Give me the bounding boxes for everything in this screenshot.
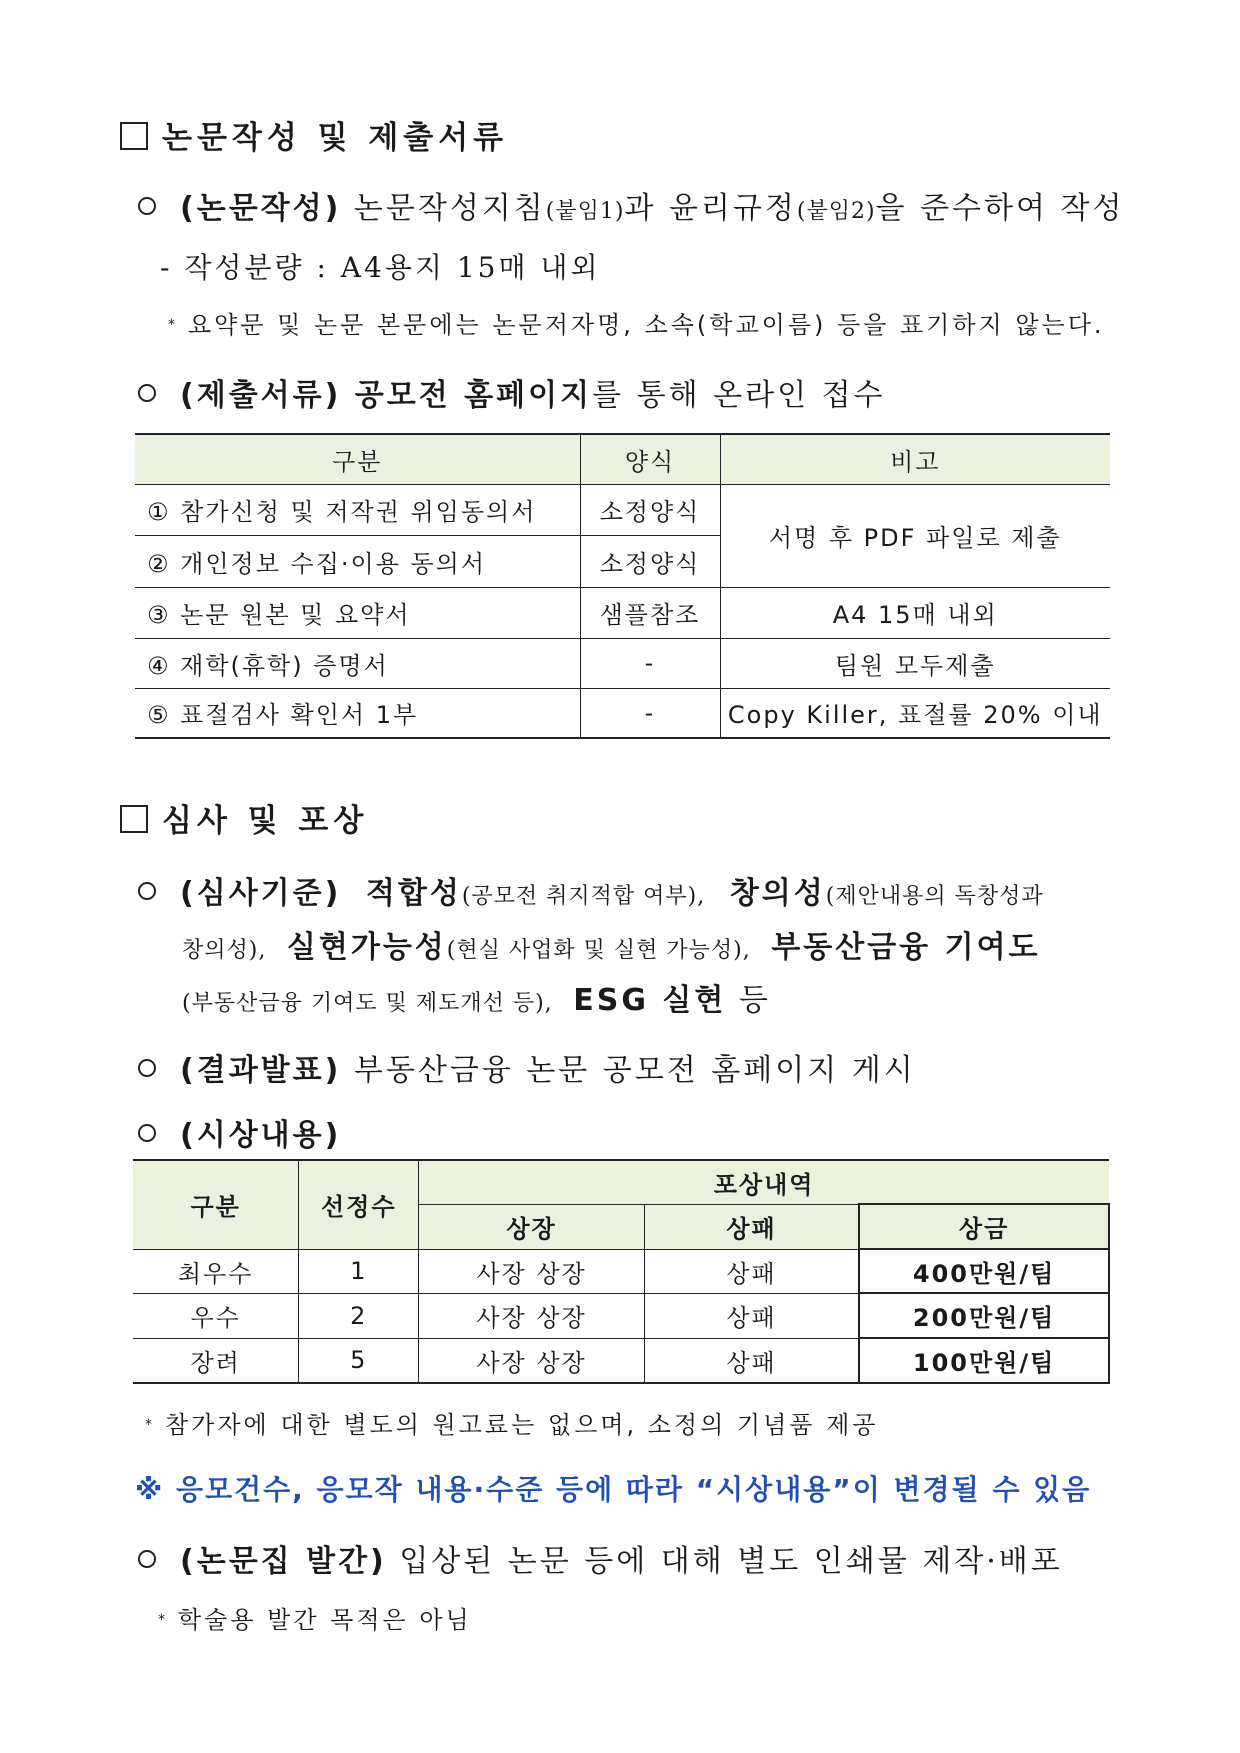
section-title: 논문작성 및 제출서류: [162, 120, 509, 156]
table-row: ② 개인정보 수집·이용 동의서 소정양식: [135, 535, 1110, 587]
fee-note: * 참가자에 대한 별도의 원고료는 없으며, 소정의 기념품 제공: [145, 1411, 879, 1439]
merged-note-cell: 서명 후 PDF 파일로 제출: [720, 484, 1110, 587]
table-header: 양식: [580, 434, 720, 484]
checkbox-square-icon: [120, 122, 148, 150]
section-heading-review: [120, 795, 368, 840]
checkbox-square-icon: [120, 805, 148, 833]
table-header: 상금: [859, 1204, 1109, 1249]
bullet-label: (시상내용): [180, 1118, 342, 1153]
bullet-awards: [138, 1110, 341, 1154]
table-header: 구분: [133, 1160, 299, 1249]
table-row: ④ 재학(휴학) 증명서 - 팀원 모두제출: [135, 638, 1110, 688]
bullet-label: (논문작성): [180, 191, 342, 226]
table-row: 장려 5 사장 상장 상패 100만원/팀: [133, 1338, 1109, 1383]
bullet-publication: (논문집 발간) 입상된 논문 등에 대해 별도 인쇄물 제작·배포: [138, 1536, 1063, 1580]
circle-bullet-icon: [138, 1124, 156, 1142]
table-row: ③ 논문 원본 및 요약서 샘플참조 A4 15매 내외: [135, 587, 1110, 638]
table-header: 상장: [419, 1204, 645, 1249]
circle-bullet-icon: [138, 384, 156, 402]
circle-bullet-icon: [138, 882, 156, 900]
bullet-writing: (논문작성) 논문작성지침(붙임1)과 윤리규정(붙임2)을 준수하여 작성: [138, 183, 1124, 227]
documents-table: [135, 433, 1110, 739]
bullet-label: (제출서류): [180, 378, 342, 413]
table-header-group: 포상내역: [419, 1160, 1109, 1204]
table-header: 상패: [644, 1204, 859, 1249]
table-row: 우수 2 사장 상장 상패 200만원/팀: [133, 1293, 1109, 1338]
asterisk-icon: *: [158, 1612, 168, 1628]
table-header: 선정수: [299, 1160, 419, 1249]
bullet-criteria: (심사기준) 적합성(공모전 취지적합 여부), 창의성(제안내용의 독창성과: [138, 868, 1044, 912]
section-heading-writing: [120, 112, 508, 157]
bullet-results: (결과발표) 부동산금융 논문 공모전 홈페이지 게시: [138, 1045, 916, 1089]
asterisk-icon: *: [168, 317, 178, 333]
table-header: 구분: [135, 434, 580, 484]
bullet-submission: (제출서류) 공모전 홈페이지를 통해 온라인 접수: [138, 370, 886, 414]
table-row: ① 참가신청 및 저작권 위임동의서 소정양식 서명 후 PDF 파일로 제출: [135, 484, 1110, 535]
circle-bullet-icon: [138, 197, 156, 215]
bullet-label: (심사기준): [180, 876, 342, 911]
table-row: 최우수 1 사장 상장 상패 400만원/팀: [133, 1249, 1109, 1293]
publication-note: * 학술용 발간 목적은 아님: [158, 1606, 472, 1634]
warning-notice: ※ 응모건수, 응모작 내용·수준 등에 따라 “시상내용”이 변경될 수 있음: [135, 1473, 1092, 1506]
bullet-label: (논문집 발간): [180, 1544, 387, 1579]
circle-bullet-icon: [138, 1550, 156, 1568]
volume-line: - 작성분량 : A4용지 15매 내외: [160, 251, 601, 284]
circle-bullet-icon: [138, 1059, 156, 1077]
section-title: 심사 및 포상: [162, 803, 369, 839]
table-row: ⑤ 표절검사 확인서 1부 - Copy Killer, 표절률 20% 이내: [135, 688, 1110, 738]
bullet-label: (결과발표): [180, 1053, 342, 1088]
asterisk-icon: *: [145, 1417, 155, 1433]
awards-table: [133, 1159, 1110, 1384]
criteria-line-3: (부동산금융 기여도 및 제도개선 등), ESG 실현 등: [182, 983, 771, 1018]
volume-note: * 요약문 및 논문 본문에는 논문저자명, 소속(학교이름) 등을 표기하지 않는다.: [168, 311, 1105, 339]
criteria-line-2: 창의성), 실현가능성(현실 사업화 및 실현 가능성), 부동산금융 기여도: [182, 930, 1041, 965]
table-header: 비고: [720, 434, 1110, 484]
